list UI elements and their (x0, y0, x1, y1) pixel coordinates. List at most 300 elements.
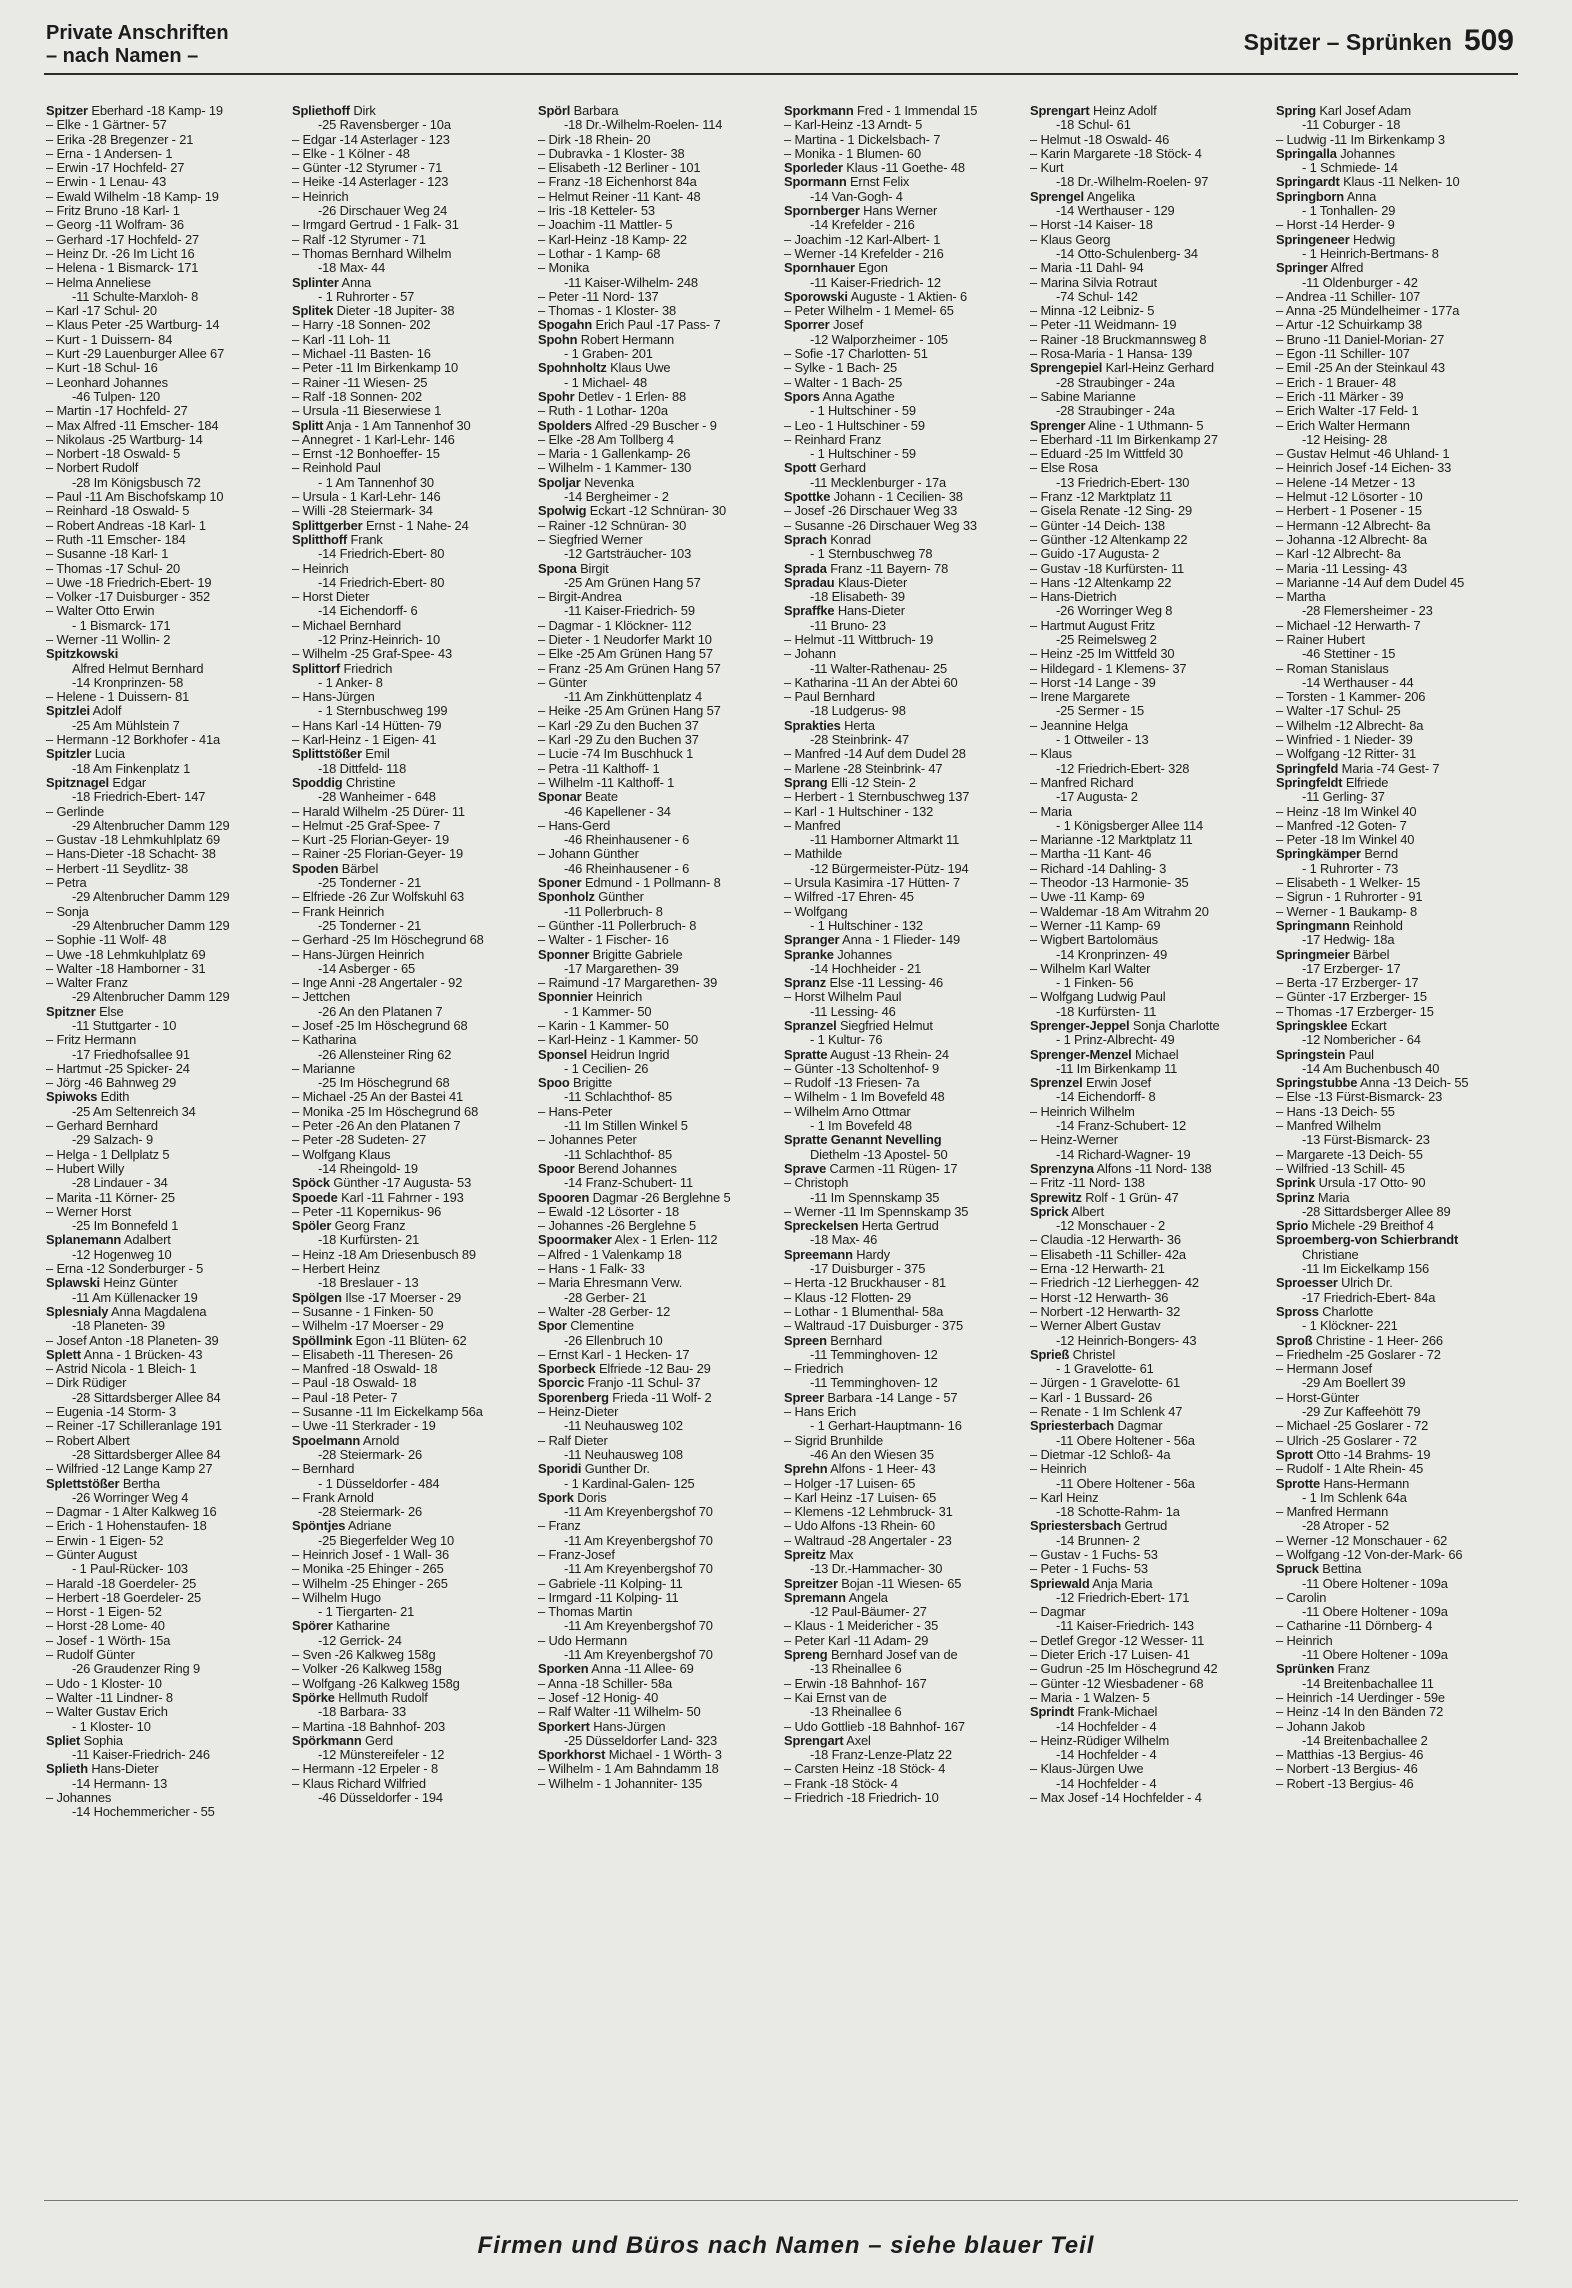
surname-entry (1030, 104, 1273, 118)
listing-entry: – Wilhelm -25 Ehinger - 265 (292, 1575, 448, 1591)
address-line: -11 Gerling- 37 (1302, 789, 1385, 805)
surname: Sprio (1276, 1218, 1309, 1234)
listing-entry: – Helmut Reiner -11 Kant- 48 (538, 188, 701, 204)
listing-entry: – Hans Karl -14 Hütten- 79 (292, 717, 442, 733)
address-line: -25 Tonderner - 21 (318, 917, 422, 933)
address-line: -12 Friedrich-Ebert- 171 (1056, 1589, 1190, 1605)
address-line: -29 Altenbrucher Damm 129 (72, 989, 230, 1005)
surname: Sproesser (1276, 1275, 1338, 1291)
address-line: -11 Coburger - 18 (1302, 117, 1401, 133)
address-line: -28 Steiermark- 26 (318, 1504, 423, 1520)
surname: Spreemann (784, 1246, 853, 1262)
listing-entry: – Werner Albert Gustav (1030, 1318, 1161, 1334)
surname-entry (538, 1720, 781, 1734)
listing-entry: – Karl -11 Loh- 11 (292, 331, 391, 347)
surname: Spreitz (784, 1546, 826, 1562)
listing-entry: – Irmgard Gertrud - 1 Falk- 31 (292, 217, 459, 233)
entry-detail: Else -11 Lessing- 46 (826, 975, 944, 991)
listing-entry: – Karl-Heinz - 1 Kammer- 50 (538, 1032, 698, 1048)
listing-entry: – Paul -11 Am Bischofskamp 10 (46, 489, 224, 505)
entry-detail: Egon (854, 260, 888, 276)
listing-entry: – Marita -11 Körner- 25 (46, 1189, 175, 1205)
address-line: - 1 Sternbuschweg 78 (810, 546, 933, 562)
listing-entry: – Susanne -11 Im Eickelkamp 56a (292, 1404, 483, 1420)
entry-detail: Herta Gertrud (858, 1218, 939, 1234)
listing-entry: – Ulrich -25 Goslarer - 72 (1276, 1432, 1417, 1448)
listing-entry: – Sylke - 1 Bach- 25 (784, 360, 898, 376)
surname-entry (292, 1619, 535, 1633)
listing-entry: – Karl -29 Zu den Buchen 37 (538, 717, 699, 733)
address-line: -17 Duisburger - 375 (810, 1261, 926, 1277)
listing-entry: – Marianne -14 Auf dem Dudel 45 (1276, 574, 1465, 590)
surname: Sprakties (784, 717, 841, 733)
surname: Sporleder (784, 160, 843, 176)
listing-entry: – Johannes Peter (538, 1132, 637, 1148)
listing-entry: – Elisabeth - 1 Welker- 15 (1276, 875, 1421, 891)
address-line: -14 Am Buchenbusch 40 (1302, 1060, 1440, 1076)
listing-entry: – Ursula -11 Bieserwiese 1 (292, 403, 442, 419)
surname-entry (1276, 948, 1516, 962)
entry-detail: Axel (843, 1732, 871, 1748)
surname: Spork (538, 1489, 574, 1505)
surname: Sporken (538, 1661, 589, 1677)
entry-detail: Arnold (360, 1432, 400, 1448)
listing-entry: – Karl Heinz -17 Luisen- 65 (784, 1489, 937, 1505)
listing-entry: – Ralf Dieter (538, 1432, 608, 1448)
surname-entry (1276, 762, 1516, 776)
listing-entry: – Helmut -18 Oswald- 46 (1030, 131, 1170, 147)
listing-entry: – Katharina -11 An der Abtei 60 (784, 674, 958, 690)
listing-entry: – Peter -18 Im Winkel 40 (1276, 832, 1415, 848)
listing-entry: – Lothar - 1 Kamp- 68 (538, 245, 661, 261)
address-line: -28 Sittardsberger Allee 84 (72, 1446, 221, 1462)
address-line: -14 Hermann- 13 (72, 1775, 168, 1791)
surname: Springmann (1276, 917, 1350, 933)
listing-entry: – Ralf -18 Sonnen- 202 (292, 388, 422, 404)
surname: Sproß (1276, 1332, 1313, 1348)
listing-entry: – Kai Ernst van de (784, 1689, 887, 1705)
address-line: -11 Am Kreyenbergshof 70 (564, 1561, 713, 1577)
entry-detail: Adolf (89, 703, 122, 719)
address-line: -14 Hochfelder - 4 (1056, 1747, 1157, 1763)
surname: Spooren (538, 1189, 590, 1205)
surname-entry (538, 948, 781, 962)
entry-detail: Alfred -29 Buscher - 9 (591, 417, 717, 433)
listing-entry: – Thomas -17 Erzberger- 15 (1276, 1003, 1434, 1019)
entry-detail: Heinrich (592, 989, 643, 1005)
listing-entry: – Gerhard -17 Hochfeld- 27 (46, 231, 200, 247)
entry-detail: Doris (573, 1489, 607, 1505)
entry-detail: Nevenka (580, 474, 634, 490)
listing-entry: – Josef -12 Honig- 40 (538, 1689, 659, 1705)
listing-entry: – Kurt -18 Schul- 16 (46, 360, 158, 376)
listing-entry: – Walter -11 Lindner- 8 (46, 1689, 173, 1705)
listing-entry: – Franz -25 Am Grünen Hang 57 (538, 660, 721, 676)
surname: Sprick (1030, 1203, 1069, 1219)
surname: Sporcic (538, 1375, 585, 1391)
entry-detail: Ulrich Dr. (1337, 1275, 1393, 1291)
surname-entry (1276, 1191, 1516, 1205)
listing-entry: – Martha (1276, 589, 1326, 605)
address-line: -11 Pollerbruch- 8 (564, 903, 663, 919)
surname: Spring (1276, 104, 1316, 118)
listing-entry: – Herbert -11 Seydlitz- 38 (46, 860, 189, 876)
listing-entry: – Karl-Heinz -18 Kamp- 22 (538, 231, 687, 247)
listing-entry: – Mathilde (784, 846, 842, 862)
surname: Spörer (292, 1618, 333, 1634)
address-line: -11 Mecklenburger - 17a (810, 474, 947, 490)
listing-entry: – Peter Karl -11 Adam- 29 (784, 1632, 929, 1648)
listing-entry: – Jörg -46 Bahnweg 29 (46, 1075, 177, 1091)
surname-entry (1276, 1662, 1516, 1676)
entry-detail: Heinz Adolf (1089, 104, 1157, 118)
entry-detail: Hedwig (1349, 231, 1396, 247)
surname-entry (538, 1076, 781, 1090)
address-line: -46 Kapellener - 34 (564, 803, 671, 819)
listing-entry: – Helmut -11 Wittbruch- 19 (784, 631, 934, 647)
listing-entry: – Gisela Renate -12 Sing- 29 (1030, 503, 1193, 519)
surname-entry (784, 1162, 1027, 1176)
surname: Sprach (784, 531, 827, 547)
address-line: -29 Zur Kaffeehött 79 (1302, 1404, 1421, 1420)
listing-entry: – Friedrich -12 Lierheggen- 42 (1030, 1275, 1199, 1291)
surname-entry (1276, 1276, 1516, 1290)
listing-entry: – Winfried - 1 Nieder- 39 (1276, 732, 1413, 748)
listing-entry: – Minna -12 Leibniz- 5 (1030, 303, 1155, 319)
listing-entry: – Anna -18 Schiller- 58a (538, 1675, 672, 1691)
listing-entry: – Günter -12 Wiesbadener - 68 (1030, 1675, 1204, 1691)
surname: Spriesterbach (1030, 1418, 1115, 1434)
listing-entry: – Elfriede -26 Zur Wolfskuhl 63 (292, 889, 465, 905)
listing-entry: – Waltraud -17 Duisburger - 375 (784, 1318, 964, 1334)
address-line: - 1 Heinrich-Bertmans- 8 (1302, 245, 1439, 261)
entry-detail: Bärbel (1349, 946, 1390, 962)
listing-entry: – Hans -12 Altenkamp 22 (1030, 574, 1172, 590)
surname-entry (1276, 847, 1516, 861)
listing-entry: – Wilhelm -25 Graf-Spee- 43 (292, 646, 453, 662)
listing-entry: – Gustav -18 Lehmkuhlplatz 69 (46, 832, 221, 848)
surname: Spor (538, 1318, 567, 1334)
entry-detail: Edmund - 1 Pollmann- 8 (581, 875, 721, 891)
listing-entry: – Heike -14 Asterlager - 123 (292, 174, 449, 190)
listing-entry: – Hans-Dietrich (1030, 589, 1117, 605)
listing-entry: – Heinz -18 Am Driesenbusch 89 (292, 1246, 476, 1262)
listing-entry: – Sofie -17 Charlotten- 51 (784, 346, 928, 362)
listing-entry: – Peter Wilhelm - 1 Memel- 65 (784, 303, 954, 319)
address-line: -11 Schlachthof- 85 (564, 1146, 672, 1162)
address-line: -11 Walter-Rathenau- 25 (810, 660, 947, 676)
listing-entry: – Ernst Karl - 1 Hecken- 17 (538, 1346, 690, 1362)
entry-detail: Johann - 1 Cecilien- 38 (830, 489, 963, 505)
listing-entry: – Peter -11 Kopernikus- 96 (292, 1203, 442, 1219)
surname-entry (46, 647, 289, 661)
surname: Spormann (784, 174, 847, 190)
listing-entry: – Frank -18 Stöck- 4 (784, 1775, 898, 1791)
address-line: -18 Am Finkenplatz 1 (72, 760, 191, 776)
surname: Spöllmink (292, 1332, 353, 1348)
entry-detail: Birgit (576, 560, 609, 576)
listing-entry: – Heinrich (292, 188, 349, 204)
surname-entry (1030, 419, 1273, 433)
address-line: -14 Friedrich-Ebert- 80 (318, 546, 445, 562)
listing-entry: – Manfred Richard (1030, 774, 1134, 790)
listing-entry: – Michael -12 Herwarth- 7 (1276, 617, 1421, 633)
address-line: -11 Kaiser-Friedrich- 246 (72, 1747, 210, 1763)
listing-entry: – Peter -11 Weidmann- 19 (1030, 317, 1177, 333)
surname-entry (784, 390, 1027, 404)
listing-entry: – Wilhelm -17 Moerser - 29 (292, 1318, 444, 1334)
listing-entry: – Andrea -11 Schiller- 107 (1276, 288, 1421, 304)
listing-entry: – Erwin - 1 Lenau- 43 (46, 174, 167, 190)
surname: Spottke (784, 489, 831, 505)
entry-detail: Johannes (833, 946, 892, 962)
name-range: Spitzer – Sprünken (1243, 29, 1452, 55)
address-line: -11 Kaiser-Friedrich- 12 (810, 274, 941, 290)
address-line: - 1 Prinz-Albrecht- 49 (1056, 1032, 1175, 1048)
entry-detail: Brigitte Gabriele (589, 946, 683, 962)
listing-entry: – Johann (784, 646, 836, 662)
surname: Spradau (784, 574, 835, 590)
surname: Splawski (46, 1275, 100, 1291)
listing-entry: – Irene Margarete (1030, 689, 1130, 705)
address-line: -18 Dr.-Wilhelm-Roelen- 114 (564, 117, 723, 133)
surname: Sponsel (538, 1046, 588, 1062)
entry-detail: Edgar (108, 774, 147, 790)
surname: Sprott (1276, 1446, 1314, 1462)
listing-entry: – Dieter - 1 Neudorfer Markt 10 (538, 631, 712, 647)
listing-entry: – Kurt - 1 Duissern- 84 (46, 331, 173, 347)
surname-entry (538, 1191, 781, 1205)
entry-detail: Reinhold (1349, 917, 1403, 933)
listing-entry: – Jeannine Helga (1030, 717, 1128, 733)
listing-entry: – Heinrich Wilhelm (1030, 1103, 1135, 1119)
entry-detail: Heinz Günter (99, 1275, 178, 1291)
surname: Springborn (1276, 188, 1344, 204)
listing-entry: – Dagmar - 1 Alter Kalkweg 16 (46, 1504, 217, 1520)
address-line: -25 Am Grünen Hang 57 (564, 574, 701, 590)
listing-entry: – Birgit-Andrea (538, 589, 622, 605)
listing-entry: – Werner Horst (46, 1203, 132, 1219)
address-line: Diethelm -13 Apostel- 50 (810, 1146, 948, 1162)
surname-entry (538, 1319, 781, 1333)
entry-detail: Karl -11 Fahrner - 193 (337, 1189, 464, 1205)
listing-entry: – Karl - 1 Hultschiner - 132 (784, 803, 934, 819)
surname-entry (538, 1662, 781, 1676)
entry-detail: Sophia (80, 1732, 123, 1748)
address-line: -12 Münstereifeler - 12 (318, 1747, 445, 1763)
listing-entry: – Elisabeth -12 Berliner - 101 (538, 160, 701, 176)
surname-entry (46, 776, 289, 790)
listing-entry: – Heinz-Rüdiger Wilhelm (1030, 1732, 1170, 1748)
listing-entry: – Eduard -25 Im Wittfeld 30 (1030, 446, 1183, 462)
listing-entry: – Günther -12 Altenkamp 22 (1030, 531, 1188, 547)
section-heading (46, 22, 229, 68)
address-line: -25 Reimelsweg 2 (1056, 631, 1157, 647)
address-line: -12 Hogenweg 10 (72, 1246, 172, 1262)
surname: Spiwoks (46, 1089, 98, 1105)
surname-entry (292, 533, 535, 547)
address-line: -14 Friedrich-Ebert- 80 (318, 574, 445, 590)
address-line: -46 Rheinhausener - 6 (564, 832, 690, 848)
surname-entry (46, 1005, 289, 1019)
listing-entry: – Rudolf - 1 Alte Rhein- 45 (1276, 1461, 1424, 1477)
listing-entry: – Horst -12 Herwarth- 36 (1030, 1289, 1169, 1305)
address-line: - 1 Kloster- 10 (72, 1718, 151, 1734)
listing-entry: – Karin Margarete -18 Stöck- 4 (1030, 145, 1202, 161)
listing-column-3 (538, 104, 781, 2194)
address-line: -18 Planeten- 39 (72, 1318, 165, 1334)
entry-detail: Fred - 1 Immendal 15 (853, 104, 978, 118)
listing-entry: – Fritz -11 Nord- 138 (1030, 1175, 1145, 1191)
listing-entry: – Klemens -12 Lehmbruck- 31 (784, 1504, 953, 1520)
listing-entry: – Ursula Kasimira -17 Hütten- 7 (784, 875, 960, 891)
address-line: -46 Rheinhausener - 6 (564, 860, 690, 876)
surname: Splanemann (46, 1232, 122, 1248)
address-line: -11 Schulte-Marxloh- 8 (72, 288, 199, 304)
entry-detail: Hans-Dieter (87, 1761, 159, 1777)
listing-entry: – Herta -12 Bruckhauser - 81 (784, 1275, 947, 1291)
listing-entry: – Kurt -29 Lauenburger Allee 67 (46, 346, 225, 362)
listing-entry: – Sabine Marianne (1030, 388, 1136, 404)
listing-entry: – Sigrun - 1 Ruhrorter - 91 (1276, 889, 1423, 905)
address-line: -13 Rheinallee 6 (810, 1704, 902, 1720)
listing-entry: – Dirk -18 Rhein- 20 (538, 131, 651, 147)
listing-column-5 (1030, 104, 1273, 2194)
listing-entry: – Friedrich -18 Friedrich- 10 (784, 1790, 939, 1806)
listing-entry: – Wolfgang -12 Ritter- 31 (1276, 746, 1417, 762)
surname: Spitznagel (46, 774, 109, 790)
surname: Sprengepiel (1030, 360, 1103, 376)
surname-entry (538, 1233, 781, 1247)
listing-entry: – Günter -14 Deich- 138 (1030, 517, 1165, 533)
listing-entry: – Hans-Gerd (538, 817, 611, 833)
surname: Springsklee (1276, 1018, 1348, 1033)
listing-entry: – Paul -18 Peter- 7 (292, 1389, 398, 1405)
surname-entry (292, 1176, 535, 1190)
listing-entry: – Wigbert Bartolomäus (1030, 932, 1158, 948)
listing-entry: – Heinrich (1030, 1461, 1087, 1477)
entry-detail: Gerd (361, 1732, 394, 1748)
address-line: -11 Obere Holtener - 109a (1302, 1604, 1448, 1620)
listing-entry: – Robert -13 Bergius- 46 (1276, 1775, 1414, 1791)
entry-detail: Erich Paul -17 Pass- 7 (592, 317, 721, 333)
listing-entry: – Reinhard Franz (784, 431, 882, 447)
address-line: -28 Sittardsberger Allee 84 (72, 1389, 221, 1405)
surname-entry (46, 1233, 289, 1247)
listing-entry: – Frank Heinrich (292, 903, 385, 919)
surname: Sprave (784, 1160, 827, 1176)
address-line: -11 Neuhausweg 108 (564, 1446, 683, 1462)
listing-entry: – Irmgard -11 Kolping- 11 (538, 1589, 679, 1605)
surname: Spöntjes (292, 1518, 346, 1534)
address-line: -11 Bruno- 23 (810, 617, 886, 633)
listing-entry: – Hermann -12 Albrecht- 8a (1276, 517, 1431, 533)
listing-entry: – Elke -25 Am Grünen Hang 57 (538, 646, 713, 662)
entry-detail: Barbara -14 Lange - 57 (823, 1389, 958, 1405)
header-rule (44, 73, 1518, 75)
listing-entry: – Lothar - 1 Blumenthal- 58a (784, 1303, 944, 1319)
surname-entry (1276, 1448, 1516, 1462)
surname-entry (538, 876, 781, 890)
surname-entry (538, 333, 781, 347)
listing-entry: – Michael Bernhard (292, 617, 402, 633)
surname-entry (784, 1133, 1027, 1147)
entry-detail: Brigitte (569, 1075, 612, 1091)
listing-entry: – Reinhold Paul (292, 460, 381, 476)
listing-entry: – Egon -11 Schiller- 107 (1276, 346, 1410, 362)
listing-entry: – Norbert -12 Herwarth- 32 (1030, 1303, 1181, 1319)
address-line: -14 Kronprinzen- 58 (72, 674, 184, 690)
listing-entry: – Helene - 1 Duissern- 81 (46, 689, 190, 705)
entry-detail: Eckart (1347, 1018, 1387, 1033)
address-line: -28 Straubinger - 24a (1056, 403, 1175, 419)
entry-detail: Anja Maria (1089, 1575, 1153, 1591)
listing-entry: – Ursula - 1 Karl-Lehr- 146 (292, 489, 441, 505)
address-line: - 1 Im Schlenk 64a (1302, 1489, 1407, 1505)
listing-entry: – Walter Gustav Erich (46, 1704, 168, 1720)
listing-entry: – Karl -12 Albrecht- 8a (1276, 546, 1401, 562)
address-line: - 1 Ruhrorter - 57 (318, 288, 415, 304)
surname: Splittorf (292, 660, 341, 676)
surname: Spors (784, 388, 820, 404)
listing-entry: – Dirk Rüdiger (46, 1375, 127, 1391)
entry-detail: Beate (581, 789, 618, 805)
listing-entry: – Horst -14 Herder- 9 (1276, 217, 1395, 233)
listing-entry: – Else Rosa (1030, 460, 1098, 476)
address-line: -46 Düsseldorfer - 194 (318, 1790, 443, 1806)
entry-detail: Hans-Dieter (834, 603, 905, 619)
listing-entry: – Kurt -25 Florian-Geyer- 19 (292, 832, 449, 848)
surname: Sprengel (1030, 188, 1084, 204)
surname: Splinter (292, 274, 339, 290)
surname-entry (784, 1734, 1027, 1748)
listing-entry: – Kurt (1030, 160, 1064, 176)
listing-entry: – Martha -11 Kant- 46 (1030, 846, 1152, 862)
listing-entry: – Thomas -17 Schul- 20 (46, 560, 181, 576)
surname: Springer (1276, 260, 1328, 276)
listing-entry: – Dubravka - 1 Kloster- 38 (538, 145, 685, 161)
address-line: -17 Augusta- 2 (1056, 789, 1138, 805)
surname: Sprengart (784, 1732, 844, 1748)
address-line: -11 Stuttgarter - 10 (72, 1018, 177, 1033)
listing-entry: – Peter -26 An den Platanen 7 (292, 1118, 461, 1134)
address-line: -18 Kurfürsten- 21 (318, 1232, 420, 1248)
surname-entry (292, 1519, 535, 1533)
surname: Sprenzel (1030, 1075, 1083, 1091)
entry-detail: Bernhard (826, 1332, 883, 1348)
listing-entry: – Erich Walter Hermann (1276, 417, 1410, 433)
surname: Sponnier (538, 989, 593, 1005)
address-line: - 1 Bismarck- 171 (72, 617, 171, 633)
surname-entry (1030, 1577, 1273, 1591)
listing-entry: – Michael -25 Goslarer - 72 (1276, 1418, 1429, 1434)
listing-entry: – Petra -11 Kalthoff- 1 (538, 760, 660, 776)
surname: Sponer (538, 875, 582, 891)
surname-entry (538, 419, 781, 433)
surname: Sporbeck (538, 1361, 596, 1377)
listing-entry: – Udo - 1 Kloster- 10 (46, 1675, 162, 1691)
entry-detail: Ernst - 1 Nahe- 24 (362, 517, 469, 533)
listing-entry: – Claudia -12 Herwarth- 36 (1030, 1232, 1181, 1248)
surname-entry (784, 719, 1027, 733)
listing-entry: – Gustav -18 Kurfürsten- 11 (1030, 560, 1185, 576)
listing-entry: – Nikolaus -25 Wartburg- 14 (46, 431, 203, 447)
surname: Spörke (292, 1689, 335, 1705)
address-line: - 1 Paul-Rücker- 103 (72, 1561, 188, 1577)
listing-entry: – Martin -17 Hochfeld- 27 (46, 403, 188, 419)
listing-entry: – Joachim -12 Karl-Albert- 1 (784, 231, 941, 247)
listing-entry: – Karl -17 Schul- 20 (46, 303, 157, 319)
